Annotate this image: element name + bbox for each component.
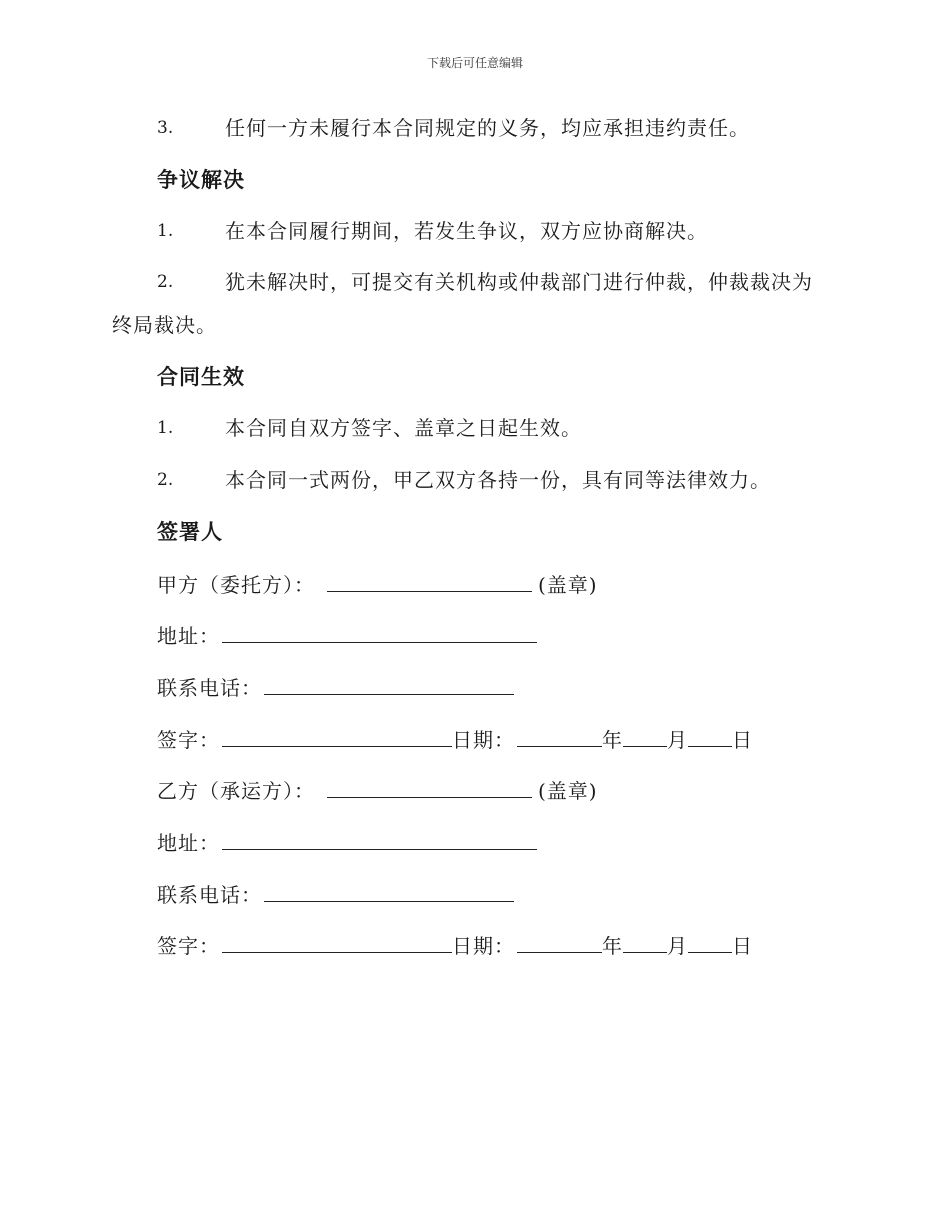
party-a-month-label: 月 — [667, 728, 688, 752]
effect-item-1-number: 1. — [157, 418, 174, 438]
party-b-month-field[interactable] — [623, 932, 667, 953]
dispute-item-1-text: 在本合同履行期间，若发生争议，双方应协商解决。 — [225, 219, 708, 243]
effect-item-1-text: 本合同自双方签字、盖章之日起生效。 — [225, 416, 582, 440]
party-b-year-label: 年 — [602, 934, 623, 958]
party-a-date-label: 日期： — [452, 728, 515, 752]
party-a-phone-label: 联系电话： — [157, 676, 262, 700]
party-b-name-field[interactable] — [327, 777, 532, 798]
dispute-item-2-continuation: 终局裁决。 — [112, 313, 217, 337]
page-header-note: 下载后可任意编辑 — [426, 56, 523, 70]
party-a-phone-field[interactable] — [264, 674, 514, 695]
party-b-sign-row — [157, 932, 753, 958]
party-a-name-label: 甲方（委托方）： — [157, 573, 315, 597]
dispute-item-1-number: 1. — [157, 221, 174, 241]
party-b-address-label: 地址： — [157, 831, 220, 855]
party-a-year-label: 年 — [602, 728, 623, 752]
party-b-sign-label: 签字： — [157, 934, 220, 958]
clause-3-text: 任何一方未履行本合同规定的义务，均应承担违约责任。 — [225, 116, 750, 140]
section-title-signatories: 签署人 — [157, 519, 223, 544]
dispute-item-2-number: 2. — [157, 272, 174, 292]
effect-item-2-number: 2. — [157, 470, 174, 490]
party-a-day-field[interactable] — [688, 726, 732, 747]
party-b-date-label: 日期： — [452, 934, 515, 958]
party-b-address-row — [157, 829, 537, 855]
party-a-sign-row — [157, 726, 753, 752]
party-a-day-label: 日 — [732, 728, 753, 752]
party-a-phone-row — [157, 674, 514, 700]
party-b-day-label: 日 — [732, 934, 753, 958]
party-b-month-label: 月 — [667, 934, 688, 958]
party-a-sign-field[interactable] — [222, 726, 452, 747]
dispute-item-2-text: 犹未解决时，可提交有关机构或仲裁部门进行仲裁，仲裁裁决为 — [225, 270, 813, 294]
section-title-effect: 合同生效 — [157, 364, 245, 389]
party-b-year-field[interactable] — [517, 932, 602, 953]
party-b-sign-field[interactable] — [222, 932, 452, 953]
party-b-seal-label: (盖章) — [538, 779, 598, 803]
party-b-name-label: 乙方（承运方）： — [157, 779, 315, 803]
party-a-address-row — [157, 622, 537, 648]
party-a-name-row — [157, 571, 598, 597]
party-b-name-row — [157, 777, 598, 803]
party-b-phone-row — [157, 881, 514, 907]
section-title-dispute: 争议解决 — [157, 167, 245, 192]
party-b-phone-label: 联系电话： — [157, 883, 262, 907]
party-b-address-field[interactable] — [222, 829, 537, 850]
party-a-sign-label: 签字： — [157, 728, 220, 752]
party-b-day-field[interactable] — [688, 932, 732, 953]
party-a-year-field[interactable] — [517, 726, 602, 747]
effect-item-2-text: 本合同一式两份，甲乙双方各持一份，具有同等法律效力。 — [225, 468, 771, 492]
party-a-address-label: 地址： — [157, 624, 220, 648]
party-a-name-field[interactable] — [327, 571, 532, 592]
party-a-seal-label: (盖章) — [538, 573, 598, 597]
party-a-address-field[interactable] — [222, 622, 537, 643]
party-a-month-field[interactable] — [623, 726, 667, 747]
clause-3-number: 3. — [157, 118, 174, 138]
party-b-phone-field[interactable] — [264, 881, 514, 902]
